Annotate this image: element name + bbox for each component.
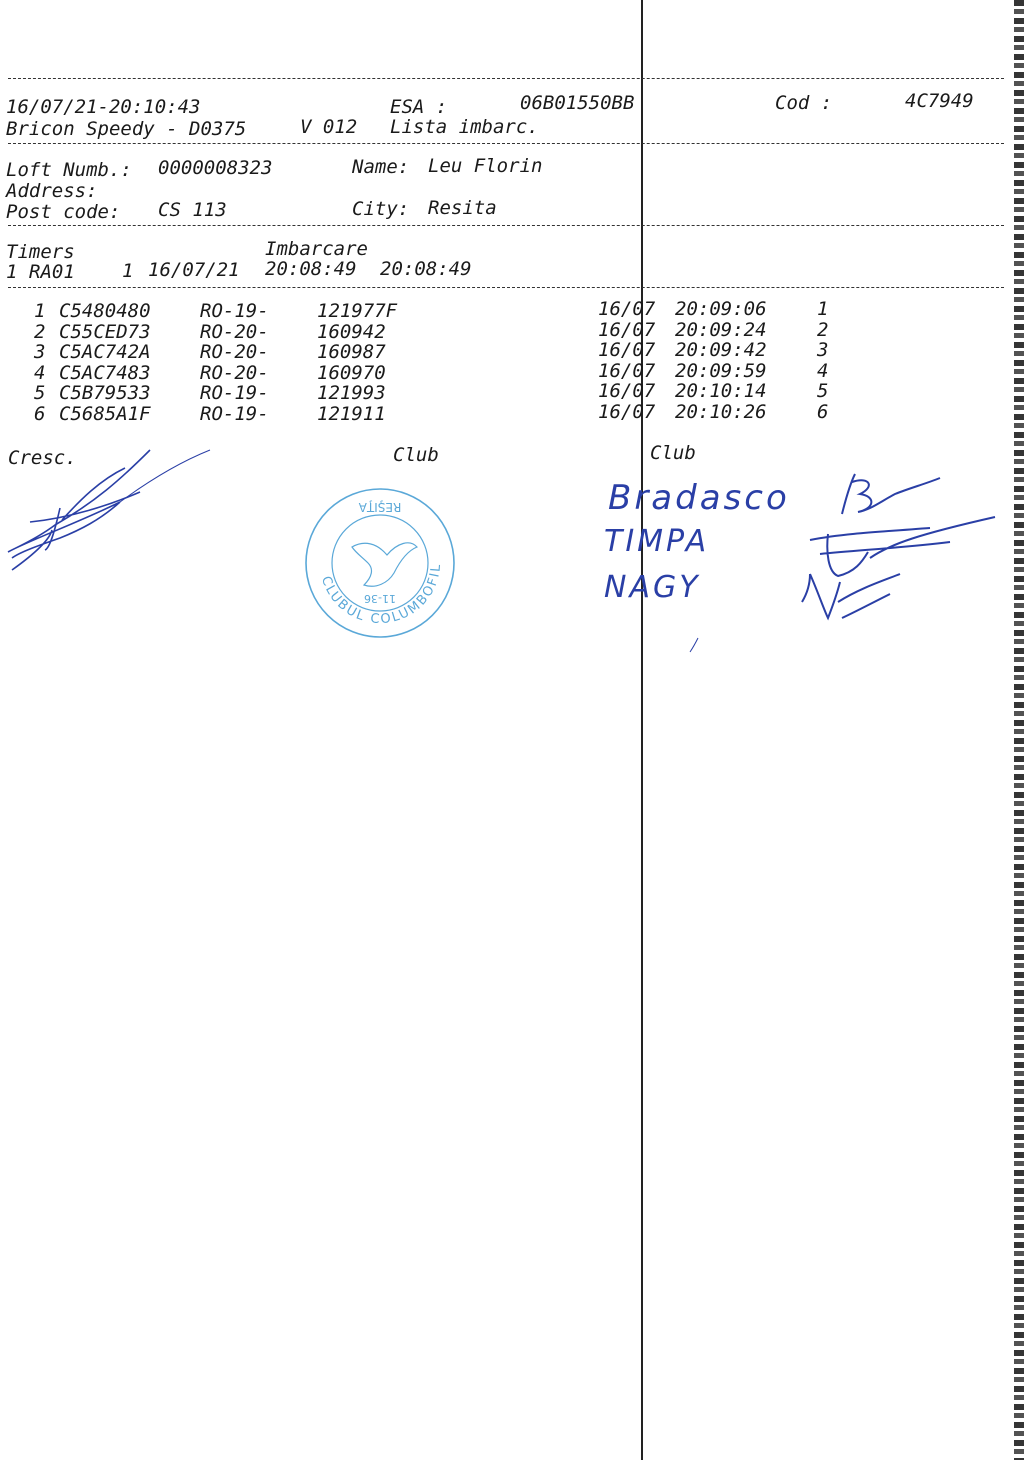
entry-n: 2 (34, 320, 46, 343)
entry-time: 20:09:42 (675, 339, 767, 362)
entry-ring-num: 121993 (317, 382, 386, 405)
city-value: Resita (428, 197, 497, 219)
name-label: Name: (352, 156, 410, 178)
entry-n: 6 (34, 403, 46, 425)
handwritten-name-3: NAGY (604, 570, 701, 605)
cresc-label: Cresc. (8, 447, 77, 469)
entry-time: 20:10:14 (675, 380, 767, 403)
entry-ring-num: 160970 (317, 361, 386, 384)
entry-n: 4 (34, 361, 46, 384)
entry-ring-num: 160942 (317, 320, 386, 343)
separator (8, 143, 1004, 144)
entry-time: 20:10:26 (675, 401, 767, 423)
address-label: Address: (6, 180, 98, 202)
entry-ring-num: 121977F (317, 300, 398, 322)
separator (8, 225, 1004, 226)
version: V 012 (300, 116, 358, 138)
entry-seq: 4 (817, 359, 829, 382)
entry-ring: RO-19- (200, 300, 269, 322)
esa-value: 06B01550BB (520, 92, 635, 114)
owner-name: Leu Florin (428, 155, 543, 177)
print-datetime: 16/07/21-20:10:43 (6, 96, 201, 118)
cod-label: Cod : (775, 92, 833, 114)
stamp-number: 11-36 (364, 592, 396, 605)
entry-date: 16/07 (598, 359, 656, 382)
postcode-label: Post code: (6, 201, 121, 223)
dove-icon (352, 543, 417, 586)
timer-time-2: 20:08:49 (380, 258, 472, 280)
entry-chip: C5480480 (59, 300, 151, 322)
fold-line (641, 0, 643, 1460)
entry-time: 20:09:06 (675, 298, 767, 320)
entry-n: 3 (34, 341, 46, 364)
entry-date: 16/07 (598, 298, 656, 320)
entry-time: 20:09:24 (675, 318, 767, 341)
timer-id: RA01 (29, 261, 75, 283)
entry-ring: RO-19- (200, 382, 269, 405)
entry-chip: C5B79533 (59, 382, 151, 405)
entry-ring: RO-20- (200, 341, 269, 364)
handwritten-name-1: Bradasco (608, 478, 790, 518)
entry-ring: RO-20- (200, 361, 269, 384)
entry-chip: C55CED73 (59, 320, 151, 343)
entry-time: 20:09:59 (675, 359, 767, 382)
device-name: Bricon Speedy - D0375 (6, 118, 247, 140)
entry-n: 5 (34, 382, 46, 405)
timer-index: 1 (6, 261, 18, 283)
entry-ring: RO-20- (200, 320, 269, 343)
timer-date: 16/07/21 (148, 259, 240, 281)
entry-seq: 5 (817, 380, 829, 403)
entry-date: 16/07 (598, 339, 656, 362)
entry-n: 1 (34, 300, 46, 322)
timer-num: 1 (122, 260, 134, 282)
postcode-value: CS 113 (158, 199, 227, 221)
timers-label: Timers (6, 241, 75, 263)
loft-label: Loft Numb.: (6, 159, 132, 181)
entry-date: 16/07 (598, 401, 656, 423)
entry-date: 16/07 (598, 380, 656, 403)
handwritten-name-2: TIMPA (604, 524, 710, 559)
entry-chip: C5AC7483 (59, 361, 151, 384)
esa-label: ESA : (390, 96, 448, 118)
separator (8, 287, 1004, 288)
club-signatures (780, 462, 1020, 662)
imbarcare-label: Imbarcare (265, 238, 368, 260)
entry-chip: C5AC742A (59, 341, 151, 364)
scan-edge (1014, 0, 1024, 1460)
separator (8, 78, 1004, 79)
entry-ring-num: 160987 (317, 341, 386, 364)
entry-date: 16/07 (598, 318, 656, 341)
entry-chip: C5685A1F (59, 403, 151, 425)
timer-time-1: 20:08:49 (265, 258, 357, 280)
entry-seq: 6 (817, 401, 829, 423)
cod-value: 4C7949 (905, 90, 974, 112)
entry-ring: RO-19- (200, 403, 269, 425)
city-label: City: (352, 198, 410, 220)
list-title: Lista imbarc. (390, 116, 539, 138)
entry-seq: 2 (817, 318, 829, 341)
club-label-1: Club (393, 444, 439, 466)
club-stamp (302, 485, 458, 641)
stamp-ring-text: CLUBUL COLUMBOFIL (317, 562, 445, 628)
entry-seq: 3 (817, 339, 829, 362)
loft-number: 0000008323 (158, 157, 273, 179)
owner-signature (0, 430, 230, 580)
entry-seq: 1 (817, 298, 829, 320)
stamp-top-text: REŞIŢA (358, 500, 402, 514)
entry-ring-num: 121911 (317, 403, 386, 425)
club-label-2: Club (650, 442, 696, 464)
